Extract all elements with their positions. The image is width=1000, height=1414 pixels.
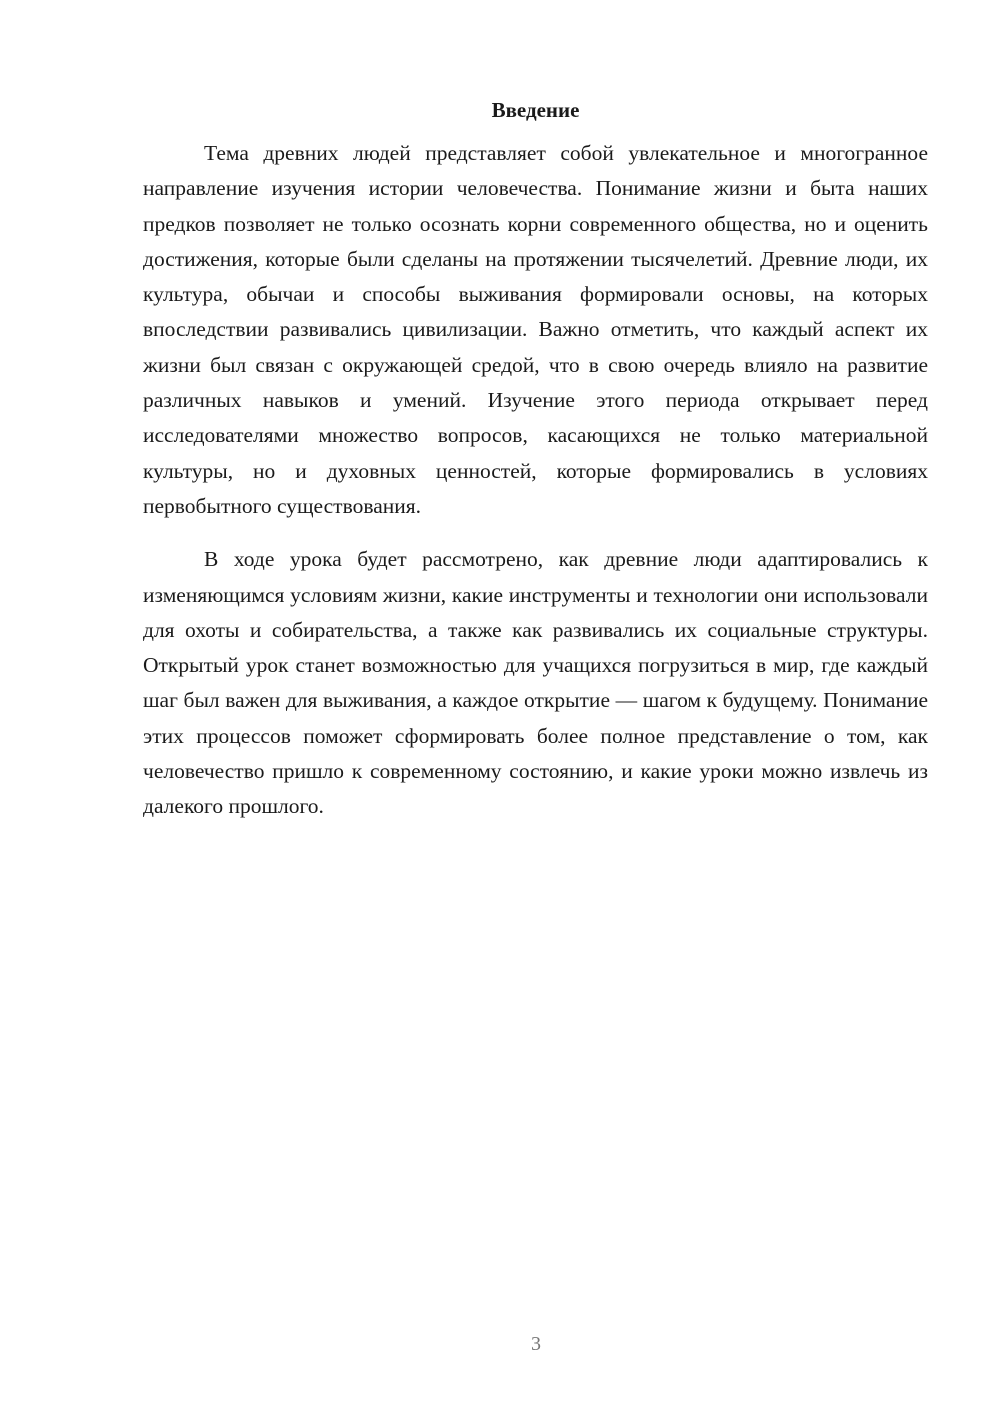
section-heading: Введение — [491, 98, 580, 122]
page-number: 3 — [531, 1333, 541, 1355]
paragraph-lesson: В ходе урока будет рассмотрено, как древние люди адаптировались к изменяющимся условиям жизни, какие инструменты и технологии они использовали для охоты и собирательства, а также как развивались их социальные структуры. Открытый урок станет возможностью для учащихся погрузиться в мир, где каждый шаг был важен для выживания, а каждое открытие — шагом к будущему. Понимание этих процессов поможет сформировать более полное представление о том, как человечество пришло к современному состоянию, и какие уроки можно извлечь из далекого прошлого. — [143, 547, 928, 819]
page-content — [143, 93, 928, 825]
paragraph-intro: Тема древних людей представляет собой увлекательное и многогранное направление изучения истории человечества. Понимание жизни и быта наших предков позволяет не только осознать корни современного общества, но и оценить достижения, которые были сделаны на протяжении тысячелетий. Древние люди, их культура, обычаи и способы выживания формировали основы, на которых впоследствии развивались цивилизации. Важно отметить, что каждый аспект их жизни был связан с окружающей средой, что в свою очередь влияло на развитие различных навыков и умений. Изучение этого периода открывает перед исследователями множество вопросов, касающихся не только материальной культуры, но и духовных ценностей, которые формировались в условиях первобытного существования. — [143, 141, 928, 518]
